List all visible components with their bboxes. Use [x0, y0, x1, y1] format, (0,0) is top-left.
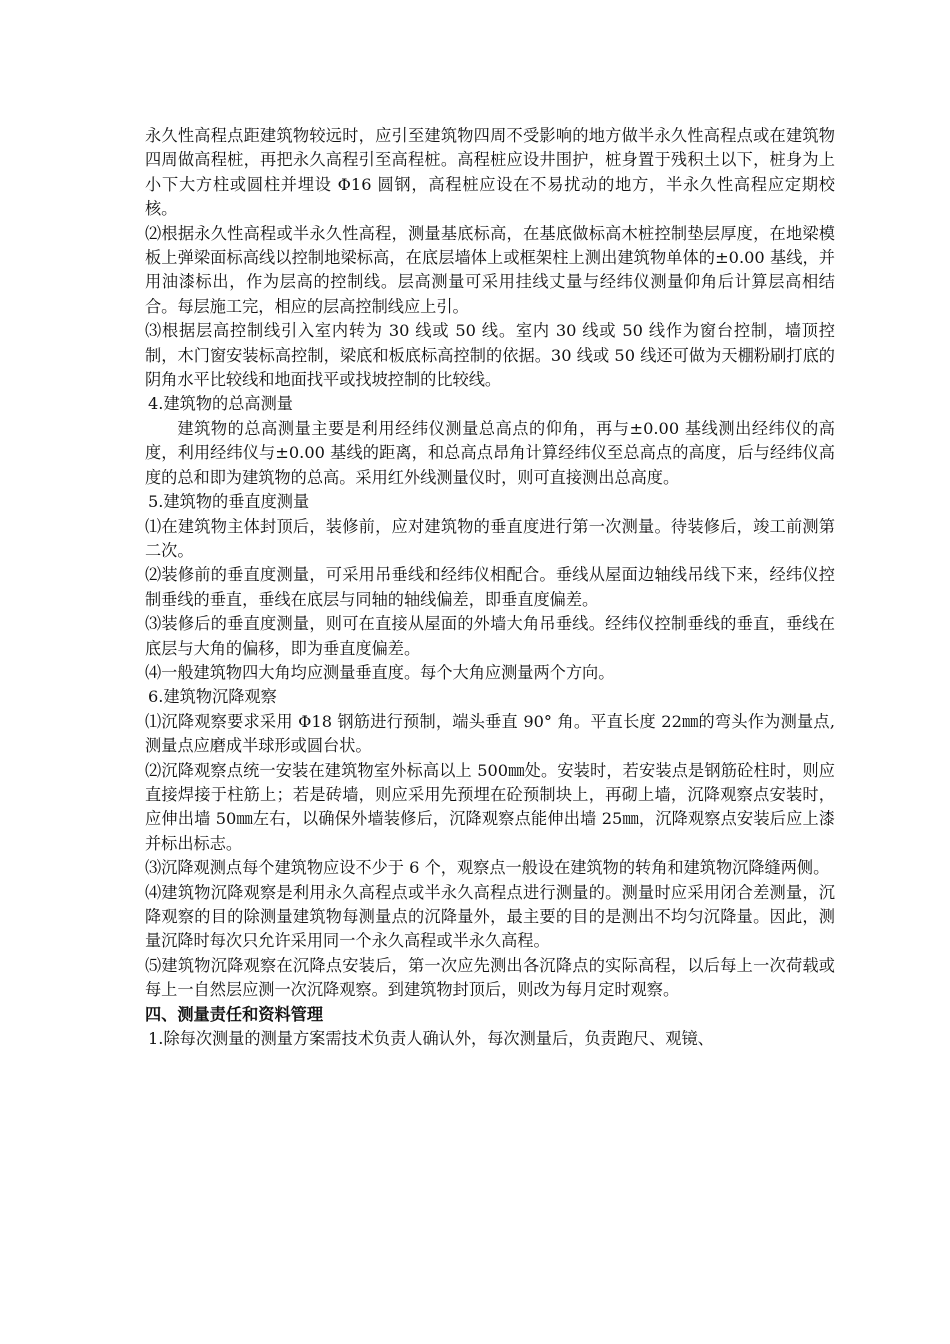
paragraph-settlement-4: ⑷建筑物沉降观察是利用永久高程点或半永久高程点进行测量的。测量时应采用闭合差测量，沉降观察的目的除测量建筑物每测量点的沉降量外，最主要的目的是测出不均匀沉降量。因此，测量沉降时每次只允许采用同一个永久高程或半永久高程。: [145, 882, 835, 951]
paragraph-item-2: ⑵根据永久性高程或半永久性高程，测量基底标高，在基底做标高木桩控制垫层厚度，在地梁模板上弹梁面标高线以控制地梁标高，在底层墙体上或框架柱上测出建筑物单体的±0.00 基线，并用油漆标出，作为层高的控制线。层高测量可采用挂线丈量与经纬仪测量仰角后计算层高相结合。每层施工完，相应的层高控制线应上引。: [145, 223, 835, 316]
heading-total-height: 4.建筑物的总高测量: [148, 394, 293, 414]
paragraph-verticality-2: ⑵装修前的垂直度测量，可采用吊垂线和经纬仪相配合。垂线从屋面边轴线吊线下来，经纬仪控制垂线的垂直，垂线在底层与同轴的轴线偏差，即垂直度偏差。: [145, 565, 835, 609]
paragraph-verticality-4: ⑷一般建筑物四大角均应测量垂直度。每个大角应测量两个方向。: [145, 662, 615, 682]
section-heading-responsibility: 四、测量责任和资料管理: [145, 1004, 324, 1024]
heading-verticality: 5.建筑物的垂直度测量: [148, 492, 310, 512]
paragraph-item-3: ⑶根据层高控制线引入室内转为 30 线或 50 线。室内 30 线或 50 线作为窗台控制，墙顶控制，木门窗安装标高控制，梁底和板底标高控制的依据。30 线或 50 线还可做为天棚粉刷打底的阴角水平比较线和地面找平或找坡控制的比较线。: [145, 321, 835, 390]
paragraph-settlement-5: ⑸建筑物沉降观察在沉降点安装后，第一次应先测出各沉降点的实际高程，以后每上一次荷载或每上一自然层应测一次沉降观察。到建筑物封顶后，则改为每月定时观察。: [145, 955, 835, 1000]
heading-settlement: 6.建筑物沉降观察: [148, 687, 277, 707]
paragraph-verticality-3: ⑶装修后的垂直度测量，则可在直接从屋面的外墙大角吊垂线。经纬仪控制垂线的垂直，垂线在底层与大角的偏移，即为垂直度偏差。: [145, 614, 835, 658]
paragraph-verticality-1: ⑴在建筑物主体封顶后，装修前，应对建筑物的垂直度进行第一次测量。待装修后，竣工前测第二次。: [145, 516, 835, 560]
paragraph-settlement-1: ⑴沉降观察要求采用 Φ18 钢筋进行预制，端头垂直 90° 角。平直长度 22㎜的弯头作为测量点,测量点应磨成半球形或圆台状。: [145, 711, 835, 756]
paragraph-permanent-benchmark: 永久性高程点距建筑物较远时，应引至建筑物四周不受影响的地方做半永久性高程点或在建筑物四周做高程桩，再把永久高程引至高程桩。高程桩应设井围护，桩身置于残积土以下，桩身为上小下大方柱或圆柱并埋设 Φ16 圆钢，高程桩应设在不易扰动的地方，半永久性高程应定期校核。: [145, 126, 835, 219]
paragraph-total-height: 建筑物的总高测量主要是利用经纬仪测量总高点的仰角，再与±0.00 基线测出经纬仪的高度，利用经纬仪与±0.00 基线的距离，和总高点昂角计算经纬仪至总高点的高度，后与经纬仪高度的总和即为建筑物的总高。采用红外线测量仪时，则可直接测出总高度。: [145, 418, 835, 487]
paragraph-settlement-2: ⑵沉降观察点统一安装在建筑物室外标高以上 500㎜处。安装时，若安装点是钢筋砼柱时，则应直接焊接于柱筋上；若是砖墙，则应采用先预埋在砼预制块上，再砌上墙，沉降观察点安装时，应伸出墙 50㎜左右，以确保外墙装修后，沉降观察点能伸出墙 25㎜，沉降观察点安装后应上漆并标出标志。: [145, 760, 835, 853]
document-body: [145, 124, 835, 1051]
paragraph-settlement-3: ⑶沉降观测点每个建筑物应设不少于 6 个，观察点一般设在建筑物的转角和建筑物沉降缝两侧。: [145, 858, 830, 878]
paragraph-responsibility-1: 1.除每次测量的测量方案需技术负责人确认外，每次测量后，负责跑尺、观镜、: [148, 1029, 714, 1049]
